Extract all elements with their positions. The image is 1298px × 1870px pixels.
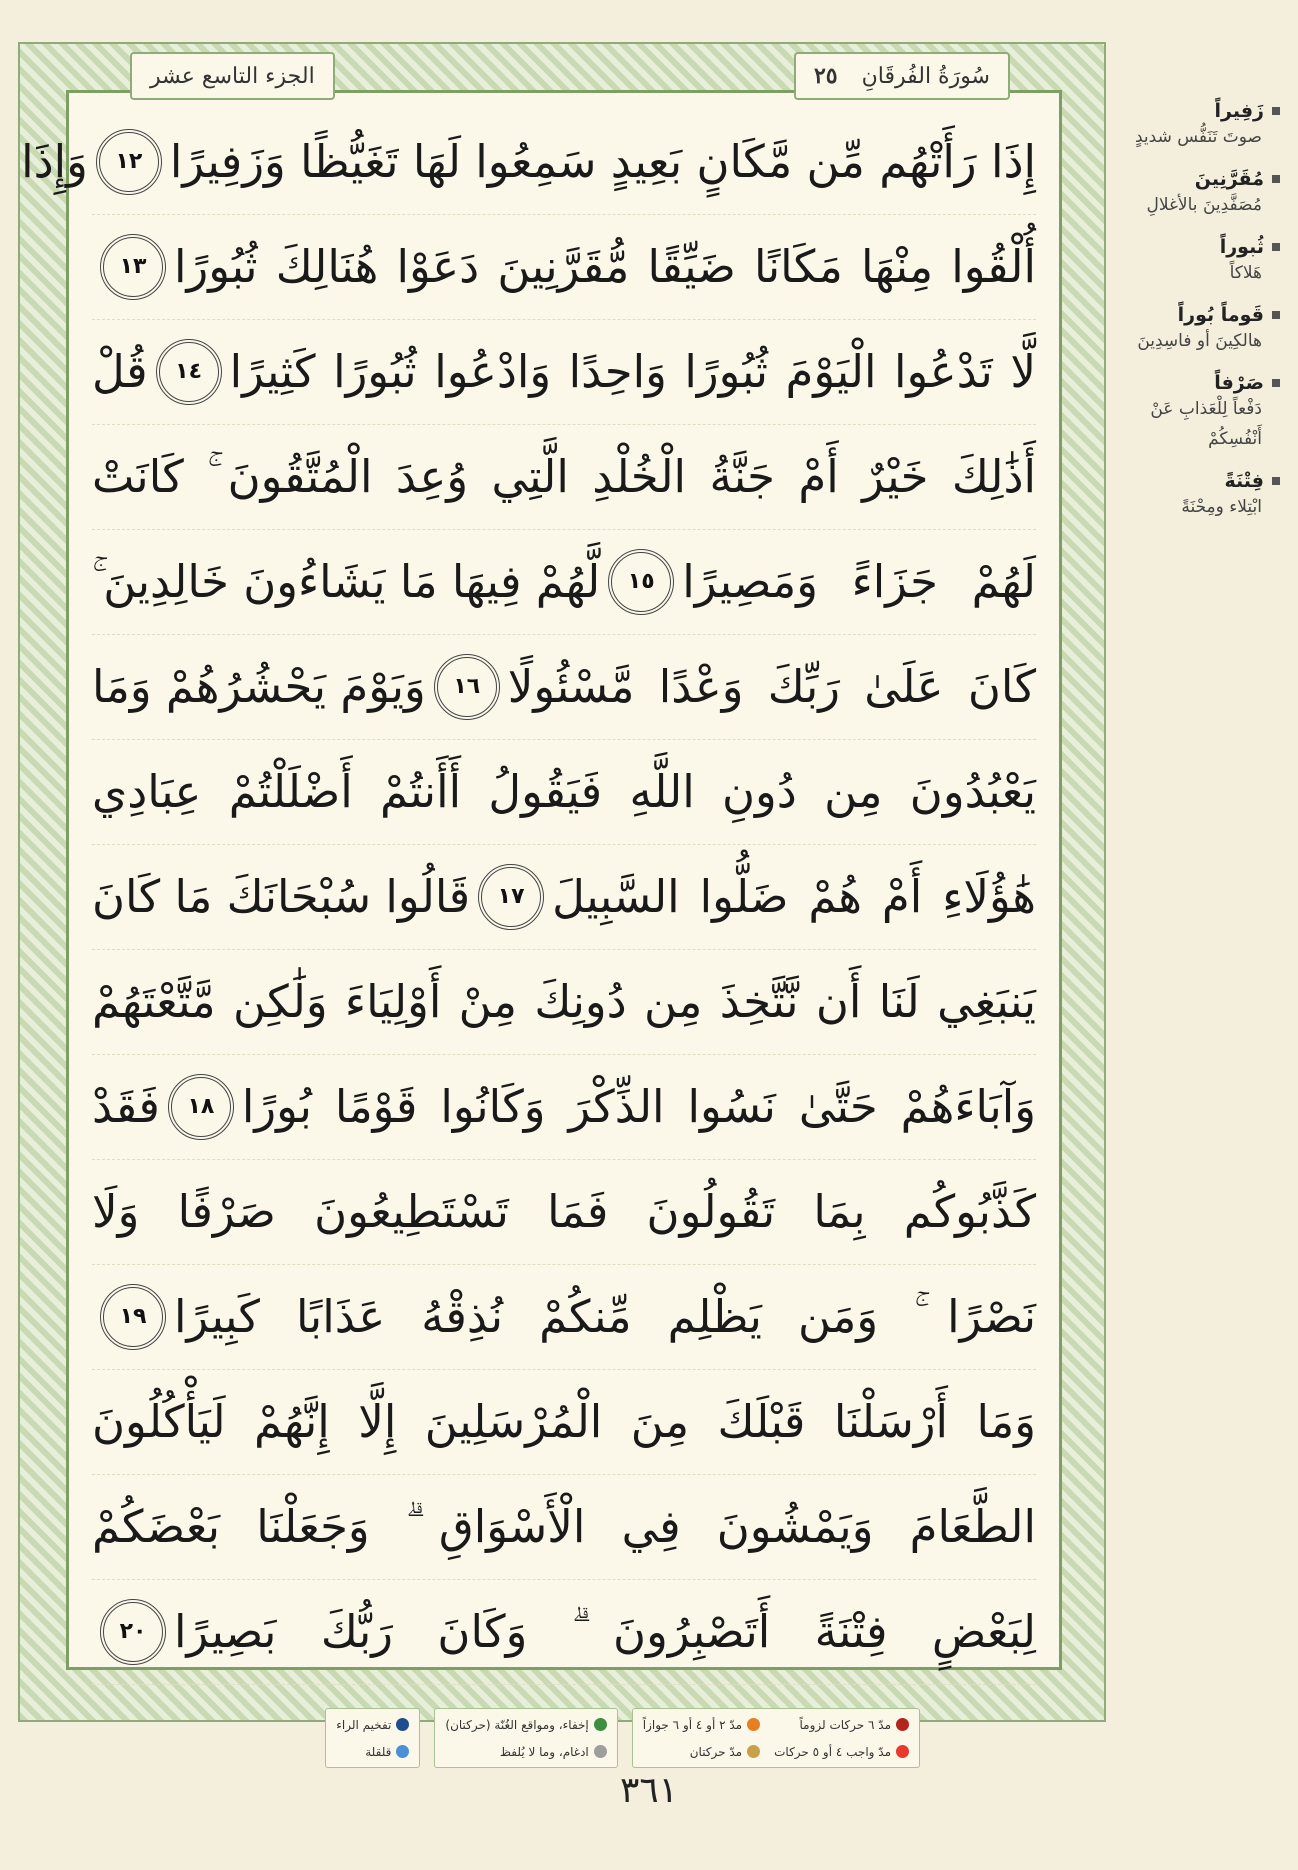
text-line <box>92 215 1036 320</box>
legend-item <box>445 1740 606 1763</box>
ayah-marker: ١٩ <box>100 1284 166 1350</box>
ayah-marker: ١٤ <box>156 339 222 405</box>
color-dot-icon <box>896 1718 909 1731</box>
glossary-meaning: مُصَفَّدِينَ بالأغلالِ <box>1146 195 1262 215</box>
line-text: نَصْرًا ۚ وَمَن يَظْلِم مِّنكُمْ نُذِقْهُ عَذَابًا كَبِيرًا <box>174 1290 1036 1343</box>
legend-item <box>774 1740 909 1763</box>
legend-label: مدّ واجب ٤ أو ٥ حركات <box>774 1744 891 1759</box>
color-dot-icon <box>594 1718 607 1731</box>
legend-group-madd <box>632 1708 920 1768</box>
text-line <box>92 845 1036 950</box>
color-dot-icon <box>747 1718 760 1731</box>
color-dot-icon <box>396 1718 409 1731</box>
color-dot-icon <box>594 1745 607 1758</box>
glossary-meaning: دَفْعاً لِلْعَذابِ عَنْ أَنْفُسِكُمْ <box>1150 399 1262 449</box>
glossary-meaning: هَلاكاً <box>1229 263 1262 283</box>
line-tail: وَإِذَا <box>21 135 88 188</box>
legend-group-tafkheem <box>325 1708 420 1768</box>
line-tail: لَّهُمْ فِيهَا مَا يَشَاءُونَ خَالِدِينَ ۚ <box>92 555 601 608</box>
line-text: يَنبَغِي لَنَا أَن نَّتَّخِذَ مِن دُونِكَ مِنْ أَوْلِيَاءَ وَلَٰكِن مَّتَّعْتَهُمْ <box>92 975 1036 1028</box>
bullet-icon <box>1272 243 1280 251</box>
glossary-meaning: هالكِينَ أو فاسِدِينَ <box>1137 331 1262 351</box>
tajweed-legend <box>200 1708 920 1768</box>
glossary-meaning: صوتَ تَنَفُّس شديدٍ <box>1135 127 1262 147</box>
bullet-icon <box>1272 379 1280 387</box>
ayah-marker: ١٣ <box>100 234 166 300</box>
glossary-entry <box>1130 470 1280 522</box>
line-tail: قَالُوا سُبْحَانَكَ مَا كَانَ <box>92 870 471 923</box>
text-line <box>92 1265 1036 1370</box>
bullet-icon <box>1272 107 1280 115</box>
line-text: هَٰؤُلَاءِ أَمْ هُمْ ضَلُّوا السَّبِيلَ <box>552 870 1036 923</box>
ayah-marker: ٢٠ <box>100 1599 166 1665</box>
line-text: وَآبَاءَهُمْ حَتَّىٰ نَسُوا الذِّكْرَ وَكَانُوا قَوْمًا بُورًا <box>241 1080 1036 1133</box>
text-line <box>92 950 1036 1055</box>
color-dot-icon <box>747 1745 760 1758</box>
text-line <box>92 1580 1036 1685</box>
legend-label: ادغام، وما لا يُلفظ <box>499 1744 589 1759</box>
glossary-entry <box>1130 304 1280 356</box>
glossary-meaning: ابْتِلاء ومِحْنَةً <box>1181 497 1262 517</box>
surah-title: سُورَةُ الفُرقَانِ <box>861 63 990 89</box>
ayah-marker: ١٥ <box>608 549 674 615</box>
text-line <box>21 110 1036 215</box>
glossary-entry <box>1130 168 1280 220</box>
text-line <box>92 1475 1036 1580</box>
line-text: كَذَّبُوكُم بِمَا تَقُولُونَ فَمَا تَسْتَطِيعُونَ صَرْفًا وَلَا <box>92 1185 1036 1238</box>
glossary-word: فِتْنَةً <box>1224 470 1264 492</box>
line-tail: قُلْ <box>92 345 148 398</box>
line-text: أَذَٰلِكَ خَيْرٌ أَمْ جَنَّةُ الْخُلْدِ الَّتِي وُعِدَ الْمُتَّقُونَ ۚ كَانَتْ <box>92 450 1036 503</box>
glossary-word: صَرْفاً <box>1214 372 1264 394</box>
legend-item <box>445 1713 606 1736</box>
line-text: لَهُمْ جَزَاءً وَمَصِيرًا <box>682 555 1036 608</box>
ayah-marker: ١٢ <box>96 129 162 195</box>
text-line <box>92 530 1036 635</box>
glossary-entry <box>1130 100 1280 152</box>
ayah-marker: ١٦ <box>434 654 500 720</box>
legend-item <box>336 1713 409 1736</box>
bullet-icon <box>1272 311 1280 319</box>
text-line <box>92 1160 1036 1265</box>
legend-label: مدّ حركتان <box>689 1744 743 1759</box>
glossary-word: قَوماً بُوراً <box>1177 304 1264 326</box>
line-text: أُلْقُوا مِنْهَا مَكَانًا ضَيِّقًا مُّقَرَّنِينَ دَعَوْا هُنَالِكَ ثُبُورًا <box>174 240 1036 293</box>
bullet-icon <box>1272 477 1280 485</box>
legend-item <box>774 1713 909 1736</box>
juz-label <box>130 52 335 100</box>
color-dot-icon <box>396 1745 409 1758</box>
line-text: الطَّعَامَ وَيَمْشُونَ فِي الْأَسْوَاقِ ۗ وَجَعَلْنَا بَعْضَكُمْ <box>92 1500 1036 1553</box>
glossary-entry <box>1130 372 1280 454</box>
glossary-word: ثُبوراً <box>1219 236 1264 258</box>
legend-label: تفخيم الراء <box>336 1717 392 1732</box>
line-text: لَّا تَدْعُوا الْيَوْمَ ثُبُورًا وَاحِدًا وَادْعُوا ثُبُورًا كَثِيرًا <box>229 345 1036 398</box>
surah-label <box>794 52 1010 100</box>
line-text: إِذَا رَأَتْهُم مِّن مَّكَانٍ بَعِيدٍ سَمِعُوا لَهَا تَغَيُّظًا وَزَفِيرًا <box>169 135 1036 188</box>
text-line <box>92 425 1036 530</box>
legend-label: إخفاء، ومواقع الغُنّة (حركتان) <box>445 1717 589 1732</box>
legend-item <box>336 1740 409 1763</box>
glossary-word: مُقَرَّنِينَ <box>1194 168 1264 190</box>
bullet-icon <box>1272 175 1280 183</box>
legend-label: مدّ ٦ حركات لزوماً <box>799 1717 891 1732</box>
glossary-sidebar <box>1130 100 1280 538</box>
line-text: يَعْبُدُونَ مِن دُونِ اللَّهِ فَيَقُولُ أَأَنتُمْ أَضْلَلْتُمْ عِبَادِي <box>92 765 1036 818</box>
surah-number: ٢٥ <box>813 63 838 89</box>
line-text: وَمَا أَرْسَلْنَا قَبْلَكَ مِنَ الْمُرْسَلِينَ إِلَّا إِنَّهُمْ لَيَأْكُلُونَ <box>92 1395 1036 1448</box>
text-line <box>92 1370 1036 1475</box>
line-text: لِبَعْضٍ فِتْنَةً أَتَصْبِرُونَ ۗ وَكَانَ رَبُّكَ بَصِيرًا <box>174 1605 1036 1658</box>
legend-group-ghunna <box>434 1708 617 1768</box>
legend-item <box>643 1713 760 1736</box>
legend-label: قلقلة <box>365 1744 392 1759</box>
text-line <box>92 320 1036 425</box>
text-line <box>92 635 1036 740</box>
legend-label: مدّ ٢ أو ٤ أو ٦ جوازاً <box>642 1717 743 1732</box>
text-line <box>92 1055 1036 1160</box>
color-dot-icon <box>896 1745 909 1758</box>
page-header <box>130 52 1010 100</box>
juz-title: الجزء التاسع عشر <box>150 63 315 89</box>
ayah-marker: ١٨ <box>168 1074 234 1140</box>
text-line <box>92 740 1036 845</box>
line-tail: فَقَدْ <box>92 1080 160 1133</box>
page-number: ٣٦١ <box>619 1770 678 1811</box>
line-text: كَانَ عَلَىٰ رَبِّكَ وَعْدًا مَّسْئُولًا <box>507 660 1036 713</box>
quran-text-block <box>21 110 1036 1670</box>
ayah-marker: ١٧ <box>478 864 544 930</box>
line-tail: وَيَوْمَ يَحْشُرُهُمْ وَمَا <box>92 660 426 713</box>
glossary-entry <box>1130 236 1280 288</box>
glossary-word: زَفِيراً <box>1214 100 1264 122</box>
legend-item <box>643 1740 760 1763</box>
